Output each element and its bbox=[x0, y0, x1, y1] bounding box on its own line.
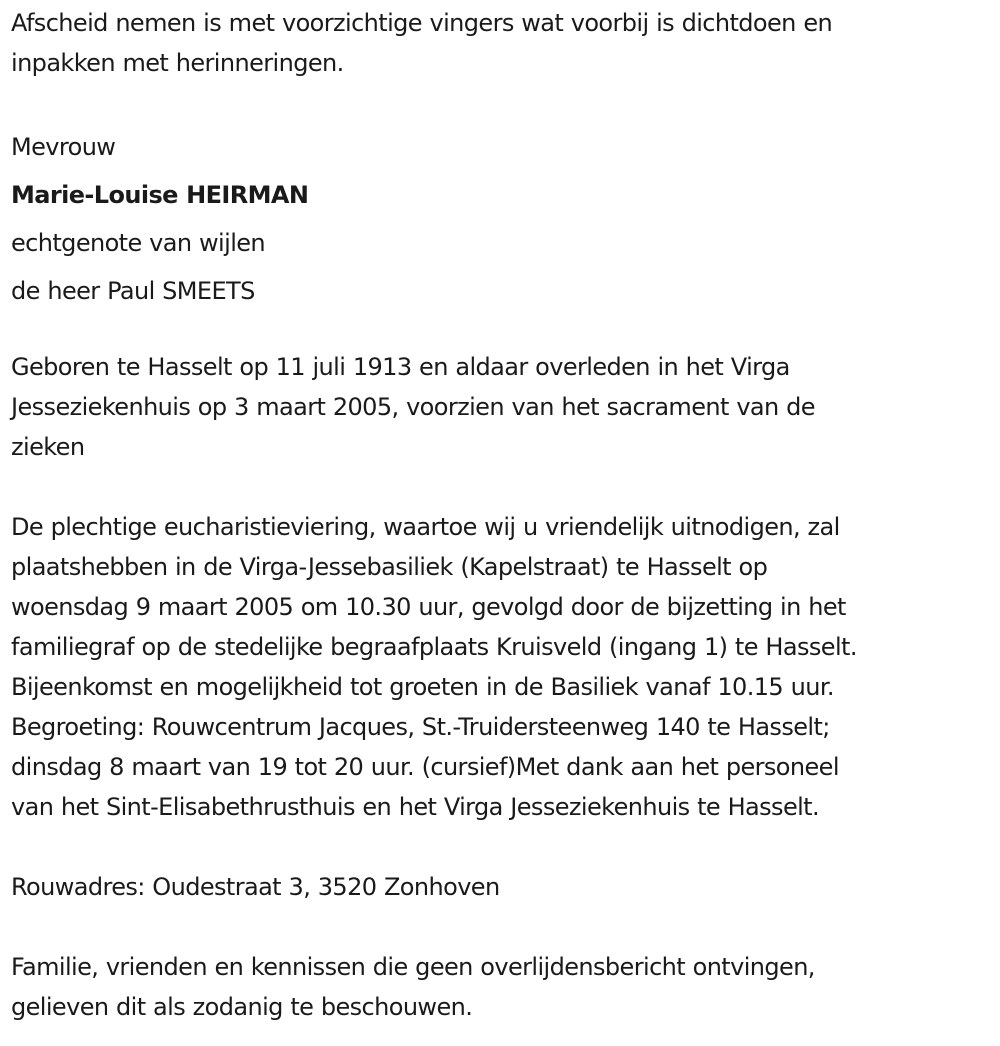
address-paragraph bbox=[11, 867, 1000, 907]
ceremony-line: plaatshebben in de Virga-Jessebasiliek (Kapelstraat) te Hasselt op bbox=[11, 553, 768, 581]
ceremony-line: familiegraf op de stedelijke begraafplaats Kruisveld (ingang 1) te Hasselt. bbox=[11, 633, 857, 661]
birth-death-line: Jesseziekenhuis op 3 maart 2005, voorzien van het sacrament van de bbox=[11, 393, 815, 421]
intro-line: inpakken met herinneringen. bbox=[11, 49, 344, 77]
announcement-block bbox=[11, 123, 1000, 315]
closing-line: gelieven dit als zodanig te beschouwen. bbox=[11, 993, 473, 1021]
birth-death-line: Geboren te Hasselt op 11 juli 1913 en aldaar overleden in het Virga bbox=[11, 353, 790, 381]
deceased-name: Marie-Louise HEIRMAN bbox=[11, 181, 309, 209]
ceremony-line: De plechtige eucharistieviering, waartoe wij u vriendelijk uitnodigen, zal bbox=[11, 513, 840, 541]
ceremony-line: van het Sint-Elisabethrusthuis en het Virga Jesseziekenhuis te Hasselt. bbox=[11, 793, 820, 821]
ceremony-paragraph bbox=[11, 507, 1000, 827]
birth-death-paragraph bbox=[11, 347, 1000, 467]
birth-death-line: zieken bbox=[11, 433, 85, 461]
ceremony-line: Bijeenkomst en mogelijkheid tot groeten in de Basiliek vanaf 10.15 uur. bbox=[11, 673, 834, 701]
ceremony-line: dinsdag 8 maart van 19 tot 20 uur. (cursief)Met dank aan het personeel bbox=[11, 753, 839, 781]
intro-paragraph bbox=[11, 3, 1000, 83]
spouse-name: de heer Paul SMEETS bbox=[11, 277, 255, 305]
relation-text: echtgenote van wijlen bbox=[11, 229, 266, 257]
announcement-title: Mevrouw bbox=[11, 133, 116, 161]
ceremony-line: Begroeting: Rouwcentrum Jacques, St.-Truidersteenweg 140 te Hasselt; bbox=[11, 713, 830, 741]
mourning-address: Rouwadres: Oudestraat 3, 3520 Zonhoven bbox=[11, 873, 500, 901]
intro-line: Afscheid nemen is met voorzichtige vingers wat voorbij is dichtdoen en bbox=[11, 9, 833, 37]
closing-paragraph bbox=[11, 947, 1000, 1027]
closing-line: Familie, vrienden en kennissen die geen overlijdensbericht ontvingen, bbox=[11, 953, 815, 981]
ceremony-line: woensdag 9 maart 2005 om 10.30 uur, gevolgd door de bijzetting in het bbox=[11, 593, 846, 621]
